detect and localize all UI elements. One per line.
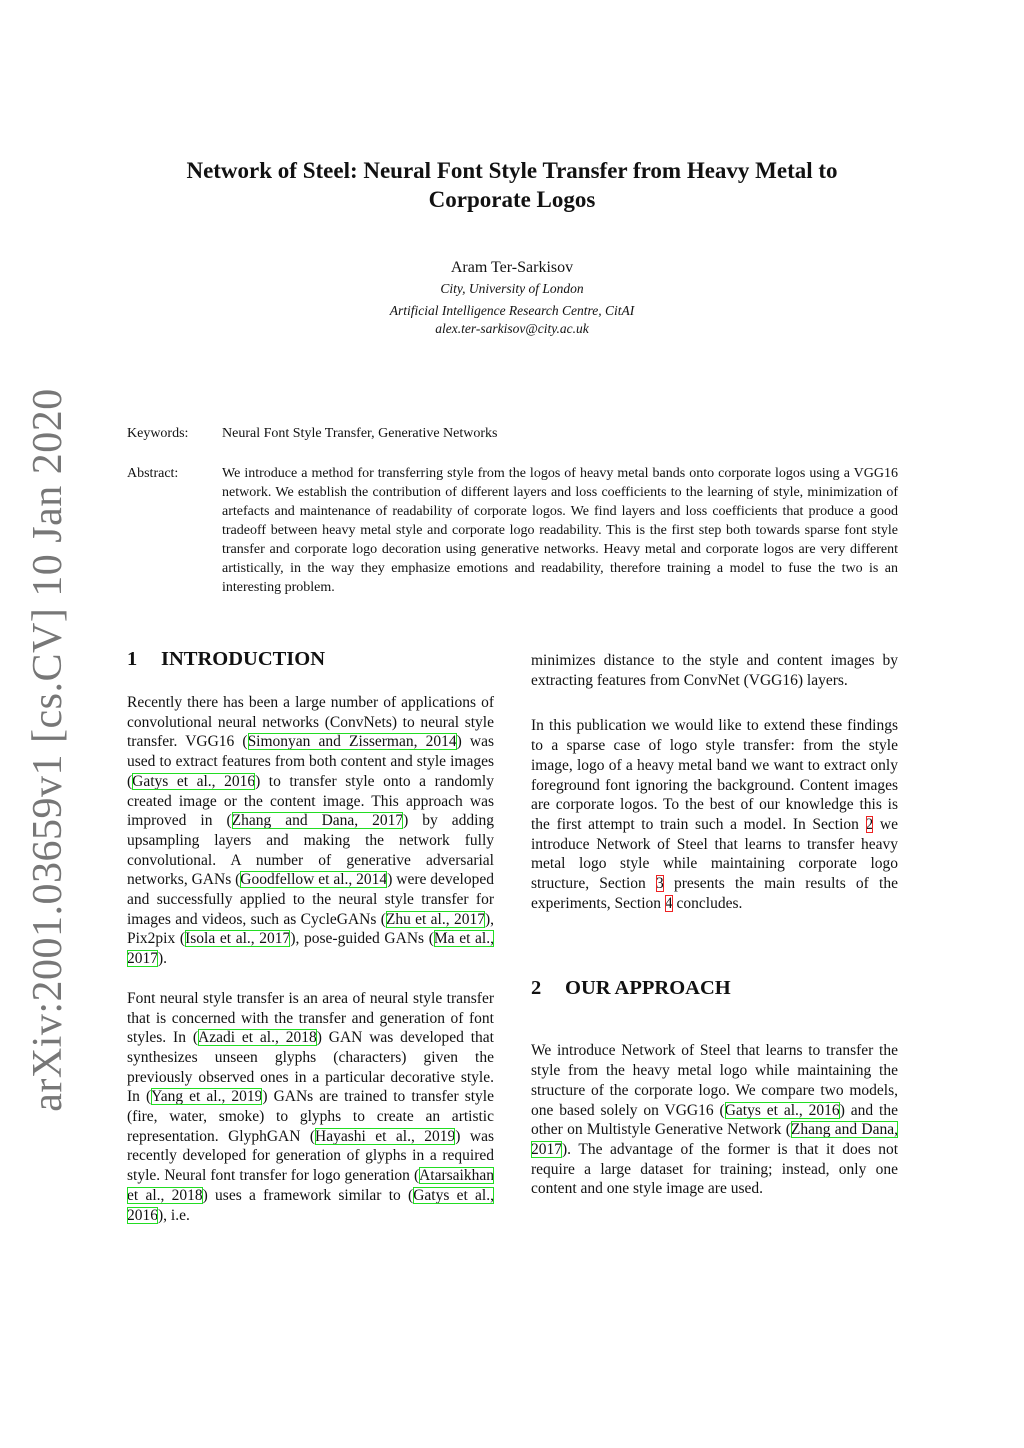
text-run: ) to transfer style onto a randomly created image or the content image. This approach was improved in ( [127, 772, 494, 830]
citation-link[interactable]: Simonyan and Zisserman, 2014 [247, 733, 457, 751]
citation-link[interactable]: Goodfellow et al., 2014 [240, 871, 388, 889]
text-run: ), pose-guided GANs ( [290, 930, 434, 948]
text-run: concludes. [672, 894, 743, 912]
author-affiliation-2: Artificial Intelligence Research Centre, CitAI [389, 303, 635, 318]
author-name: Aram Ter-Sarkisov [450, 259, 574, 276]
citation-link[interactable]: Zhu et al., 2017 [385, 910, 485, 928]
author-block [300, 257, 724, 339]
text-run: we introduce Network of Steel that learns to transfer heavy metal logo style while maintaining corporate logo structure, Section [531, 815, 898, 893]
arxiv-stamp: arXiv:2001.03659v1 [cs.CV] 10 Jan 2020 [25, 388, 71, 1112]
paper-title [140, 156, 884, 214]
text-run: ), i.e. [158, 1206, 190, 1224]
text-run: Recently there has been a large number of applications of convolutional neural networks (ConvNets) to neural style transfer. VGG16 ( [127, 694, 494, 751]
intro-paragraph-4 [531, 716, 898, 913]
section-ref-link[interactable]: 3 [656, 875, 664, 893]
citation-link[interactable]: Isola et al., 2017 [185, 930, 291, 948]
intro-paragraph-3: minimizes distance to the style and content images by extracting features from ConvNet (VGG16) layers. [531, 652, 898, 689]
section-ref-link[interactable]: 2 [865, 815, 874, 833]
text-run: ) was recently developed for generation of glyphs in a required style. Neural font transfer for logo generation ( [127, 1127, 494, 1185]
section-ref-link[interactable]: 4 [664, 894, 673, 912]
text-run: ) and the other on Multistyle Generative Network ( [531, 1101, 898, 1139]
citation-link[interactable]: Zhang and Dana, 2017 [531, 1121, 898, 1158]
text-run: ). The advantage of the former is that it does not require a large dataset for training; instead, only one content and one style image are used. [531, 1140, 898, 1198]
author-affiliation-1: City, University of London [440, 281, 584, 296]
section-title: INTRODUCTION [161, 648, 326, 670]
intro-paragraph-2 [127, 989, 494, 1225]
text-run: ) by adding upsampling layers and making the network fully convolutional. A number of generative adversarial networks, GANs ( [127, 812, 494, 889]
left-column [127, 646, 494, 1225]
intro-paragraph-1 [127, 693, 494, 969]
section-heading-introduction [127, 646, 494, 672]
text-run: ) uses a framework similar to ( [202, 1186, 414, 1204]
text-run: In this publication we would like to extend these findings to a sparse case of logo style transfer: from the style image, logo of a heavy metal band we want to extract only foreground font ignoring the background. Content images are corporate logos. To the best of our knowledge this is the first attempt to train such a model. In Section [531, 717, 898, 833]
section-number: 2 [531, 977, 542, 1000]
abstract-row [127, 464, 898, 597]
keywords-row [127, 424, 898, 443]
approach-paragraph-1 [531, 1041, 898, 1199]
text-run: We introduce Network of Steel that learns to transfer the style from the heavy metal logo while maintaining the structure of the corporate logo. We compare two models, one based solely on VGG16 ( [531, 1042, 898, 1119]
text-run: ), Pix2pix ( [127, 910, 494, 948]
citation-link[interactable]: Atarsaikhan et al., 2018 [127, 1167, 494, 1204]
title-line-2: Corporate Logos [428, 187, 596, 212]
abstract-text: We introduce a method for transferring style from the logos of heavy metal bands onto corporate logos using a VGG16 network. We establish the contribution of different layers and loss coefficients to the learning of style, minimization of artefacts and maintenance of readability of corporate logos. We find layers and loss coefficients that produce a good tradeoff between heavy metal style and corporate logo readability. This is the first step both towards sparse font style transfer and corporate logo decoration using generative networks. Heavy metal and corporate logos are very different artistically, in the way they emphasize emotions and readability, therefore training a model to fuse the two is an interesting problem. [222, 466, 898, 595]
text-run: ) was used to extract features from both content and style images ( [127, 733, 494, 790]
title-line-1: Network of Steel: Neural Font Style Transfer from Heavy Metal to [186, 158, 838, 183]
author-email: alex.ter-sarkisov@city.ac.uk [435, 321, 589, 336]
text-run: ) were developed and successfully applied to the neural style transfer for images and videos, such as CycleGANs ( [127, 871, 494, 928]
text-run: ) GANs are trained to transfer style (fire, water, smoke) to glyphs to create an artistic representation. GlyphGAN ( [127, 1088, 494, 1145]
section-number: 1 [127, 648, 138, 670]
right-column [531, 651, 898, 1199]
text-run: ) GAN was developed that synthesizes unseen glyphs (characters) given the previously observed ones in a particular decorative style. In ( [127, 1029, 494, 1106]
citation-link[interactable]: Gatys et al., 2016 [724, 1101, 840, 1119]
abstract-label: Abstract: [127, 466, 179, 481]
citation-link[interactable]: Yang et al., 2019 [151, 1088, 263, 1106]
citation-link[interactable]: Ma et al., 2017 [127, 930, 494, 968]
citation-link[interactable]: Gatys et al., 2016 [132, 772, 256, 790]
keywords-label: Keywords: [127, 426, 189, 441]
section-heading-our-approach [531, 975, 898, 1001]
citation-link[interactable]: Hayashi et al., 2019 [315, 1127, 456, 1145]
keywords-text: Neural Font Style Transfer, Generative Networks [222, 426, 498, 441]
citation-link[interactable]: Zhang and Dana, 2017 [231, 812, 404, 830]
text-run: presents the main results of the experiments, Section [531, 875, 898, 912]
citation-link[interactable]: Gatys et al., 2016 [127, 1186, 494, 1224]
citation-link[interactable]: Azadi et al., 2018 [198, 1029, 317, 1047]
text-run: ). [158, 950, 168, 968]
section-title: OUR APPROACH [565, 977, 731, 1000]
text-run: Font neural style transfer is an area of neural style transfer that is concerned with the transfer and generation of font styles. In ( [127, 989, 494, 1047]
